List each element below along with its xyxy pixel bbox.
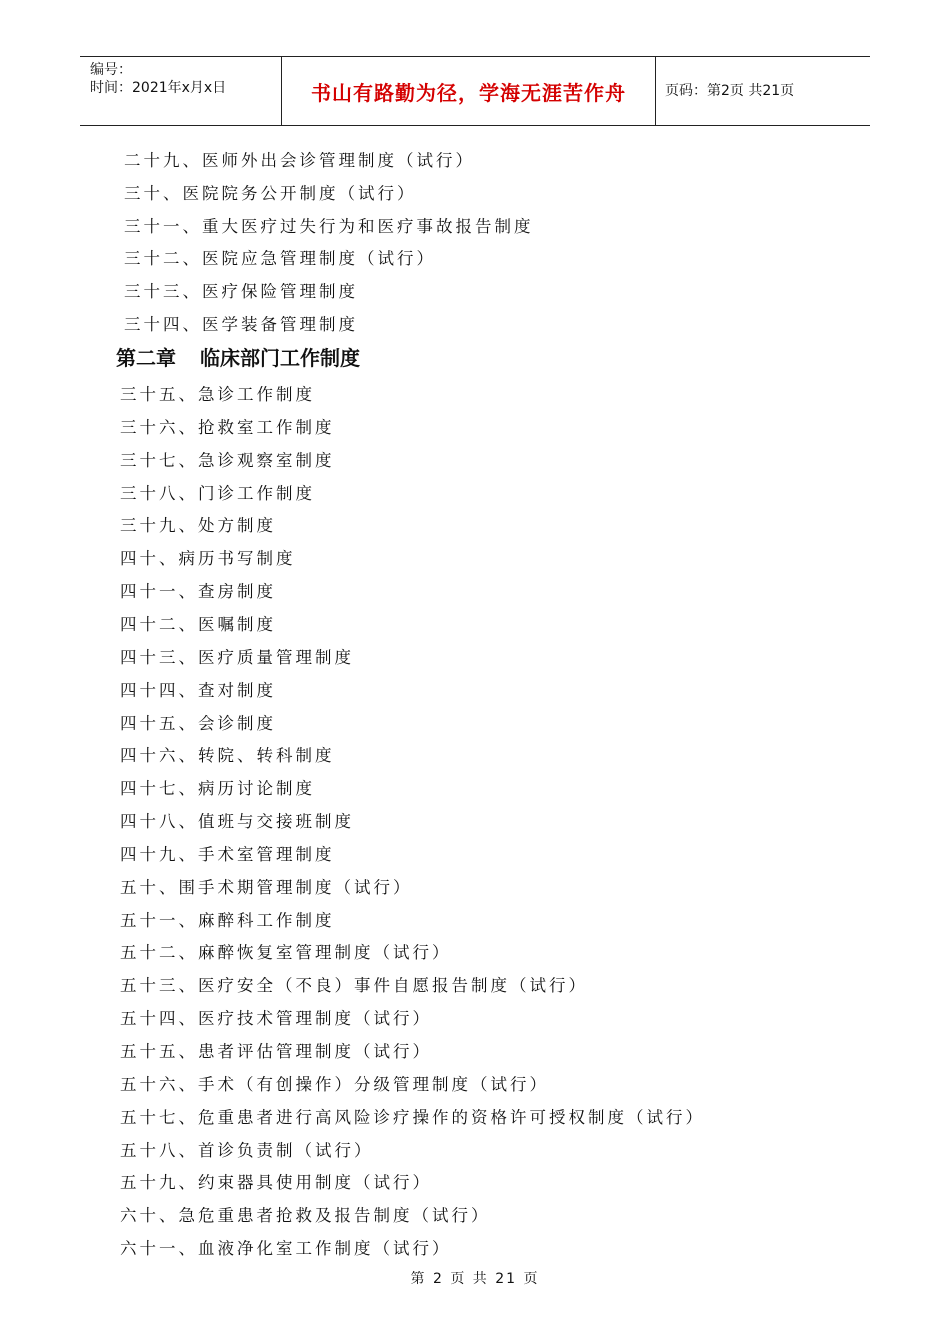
header-meta-cell: [80, 57, 280, 125]
toc-item: 三十三、医疗保险管理制度: [124, 282, 358, 302]
document-number-label: 编号：: [90, 62, 132, 78]
toc-item: 四十八、值班与交接班制度: [120, 812, 354, 832]
toc-item: 四十五、会诊制度: [120, 713, 276, 733]
toc-item: 三十四、医学装备管理制度: [124, 315, 358, 334]
toc-item: 二十九、医师外出会诊管理制度（试行）: [124, 151, 475, 170]
footer-suffix: 页: [523, 1271, 540, 1287]
toc-item: 四十七、病历讨论制度: [120, 779, 315, 799]
toc-item: 五十三、医疗安全（不良）事件自愿报告制度（试行）: [120, 976, 588, 996]
chapter-title: 临床部门工作制度: [200, 346, 360, 370]
footer-total-pages: 21: [495, 1271, 518, 1287]
header-motto-cell: [281, 57, 656, 125]
toc-item: 三十一、重大医疗过失行为和医疗事故报告制度: [124, 216, 534, 236]
toc-item: 五十八、首诊负责制（试行）: [120, 1140, 374, 1160]
toc-item: 五十五、患者评估管理制度（试行）: [120, 1042, 432, 1061]
toc-item: 四十二、医嘱制度: [120, 614, 276, 634]
toc-item: 三十六、抢救室工作制度: [120, 417, 335, 437]
toc-item: 六十一、血液净化室工作制度（试行）: [120, 1239, 452, 1259]
footer-prefix: 第: [410, 1271, 427, 1287]
toc-item: 四十四、查对制度: [120, 680, 276, 700]
toc-item: 四十九、手术室管理制度: [120, 844, 335, 864]
toc-item: 五十七、危重患者进行高风险诊疗操作的资格许可授权制度（试行）: [120, 1107, 705, 1127]
page-footer: [0, 1268, 950, 1288]
toc-item: 五十九、约束器具使用制度（试行）: [120, 1173, 432, 1193]
toc-item: 三十五、急诊工作制度: [120, 385, 315, 404]
header-motto: 书山有路勤为径，学海无涯苦作舟: [311, 80, 626, 105]
toc-item: 四十、病历书写制度: [120, 549, 296, 569]
toc-item: 五十二、麻醉恢复室管理制度（试行）: [120, 943, 452, 963]
header-page-info: 页码：第2页 共21页: [665, 83, 795, 99]
toc-item: 三十八、门诊工作制度: [120, 483, 315, 503]
chapter-number: 第二章: [116, 346, 176, 370]
toc-item: 三十、医院院务公开制度（试行）: [124, 183, 417, 203]
document-date: 时间：2021年x月x日: [90, 80, 227, 96]
chapter-heading: [116, 342, 360, 371]
page-header: [80, 56, 870, 126]
toc-item: 三十七、急诊观察室制度: [120, 450, 335, 470]
toc-item: 四十一、查房制度: [120, 582, 276, 602]
toc-item: 四十六、转院、转科制度: [120, 746, 335, 766]
toc-item: 五十六、手术（有创操作）分级管理制度（试行）: [120, 1074, 549, 1094]
toc-item: 五十四、医疗技术管理制度（试行）: [120, 1009, 432, 1029]
footer-middle: 页 共: [450, 1271, 489, 1287]
header-page-cell: [655, 57, 870, 125]
toc-item: 五十一、麻醉科工作制度: [120, 910, 335, 930]
toc-item: 六十、急危重患者抢救及报告制度（试行）: [120, 1206, 491, 1226]
toc-item: 五十、围手术期管理制度（试行）: [120, 877, 413, 897]
toc-item: 三十二、医院应急管理制度（试行）: [124, 249, 436, 269]
toc-item: 四十三、医疗质量管理制度: [120, 647, 354, 667]
footer-page-number: 2: [432, 1271, 444, 1287]
toc-item: 三十九、处方制度: [120, 516, 276, 536]
